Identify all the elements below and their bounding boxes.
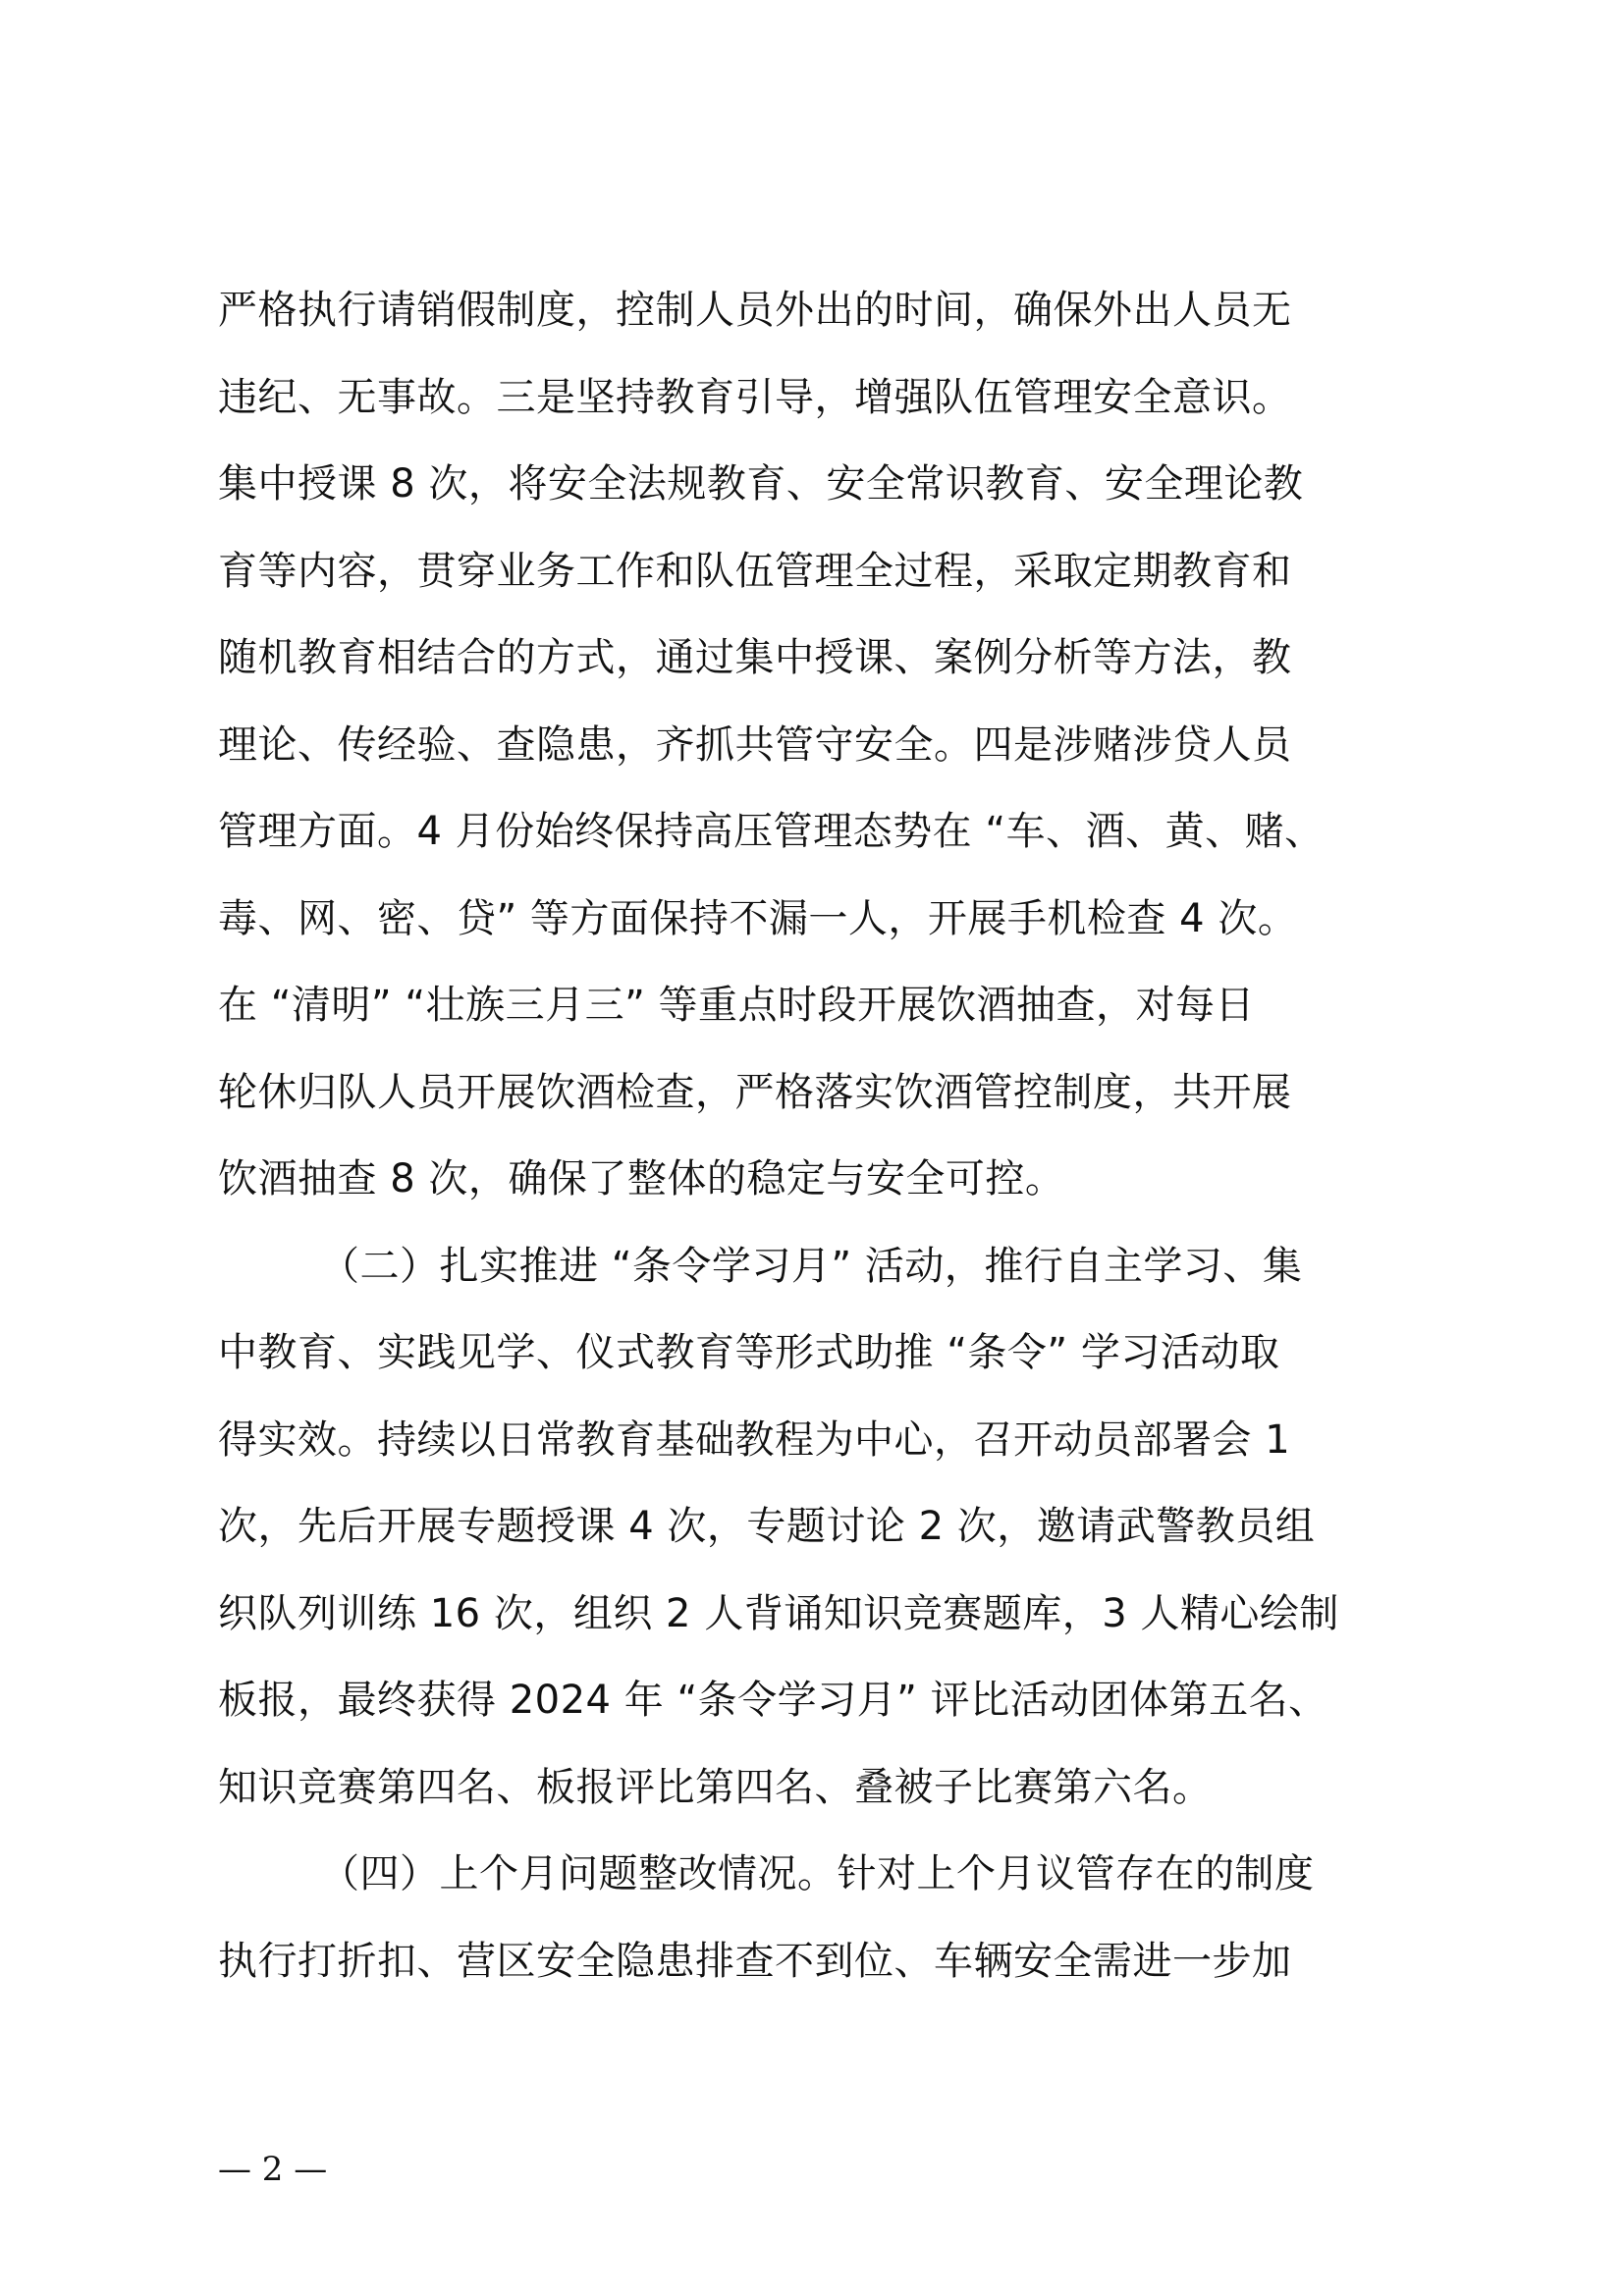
text-line: 违纪、无事故。三是坚持教育引导，增强队伍管理安全意识。 [218, 374, 1292, 420]
paragraph-start-line: （四）上个月问题整改情况。针对上个月议管存在的制度 [320, 1851, 1315, 1896]
text-line: 次，先后开展专题授课 4 次，专题讨论 2 次，邀请武警教员组 [218, 1504, 1316, 1549]
text-line: 饮酒抽查 8 次，确保了整体的稳定与安全可控。 [218, 1156, 1065, 1201]
paragraph-start-line: （二）扎实推进 “条令学习月” 活动，推行自主学习、集 [320, 1243, 1303, 1289]
text-line: 在 “清明” “壮族三月三” 等重点时段开展饮酒抽查，对每日 [218, 983, 1256, 1028]
text-line: 管理方面。4 月份始终保持高压管理态势在 “车、酒、黄、赌、 [218, 809, 1325, 854]
text-line: 中教育、实践见学、仪式教育等形式助推 “条令” 学习活动取 [218, 1330, 1280, 1375]
body-text [218, 267, 1435, 2004]
text-line: 随机教育相结合的方式，通过集中授课、案例分析等方法，教 [218, 635, 1292, 680]
text-line: 得实效。持续以日常教育基础教程为中心，召开动员部署会 1 [218, 1416, 1291, 1463]
text-line: 板报，最终获得 2024 年 “条令学习月” 评比活动团体第五名、 [218, 1678, 1328, 1723]
text-line: 集中授课 8 次，将安全法规教育、安全常识教育、安全理论教 [218, 461, 1304, 507]
text-line: 轮休归队人员开展饮酒检查，严格落实饮酒管控制度，共开展 [218, 1069, 1292, 1115]
text-line: 严格执行请销假制度，控制人员外出的时间，确保外出人员无 [218, 288, 1292, 333]
text-line: 织队列训练 16 次，组织 2 人背诵知识竞赛题库，3 人精心绘制 [218, 1590, 1339, 1636]
text-line: 知识竞赛第四名、板报评比第四名、叠被子比赛第六名。 [218, 1764, 1213, 1810]
text-line: 育等内容，贯穿业务工作和队伍管理全过程，采取定期教育和 [218, 548, 1292, 594]
text-line: 执行打折扣、营区安全隐患排查不到位、车辆安全需进一步加 [218, 1938, 1292, 1984]
text-line: 毒、网、密、贷” 等方面保持不漏一人，开展手机检查 4 次。 [218, 895, 1298, 941]
text-line: 理论、传经验、查隐患，齐抓共管守安全。四是涉赌涉贷人员 [218, 721, 1292, 768]
page-number: — 2 — [218, 2150, 328, 2189]
